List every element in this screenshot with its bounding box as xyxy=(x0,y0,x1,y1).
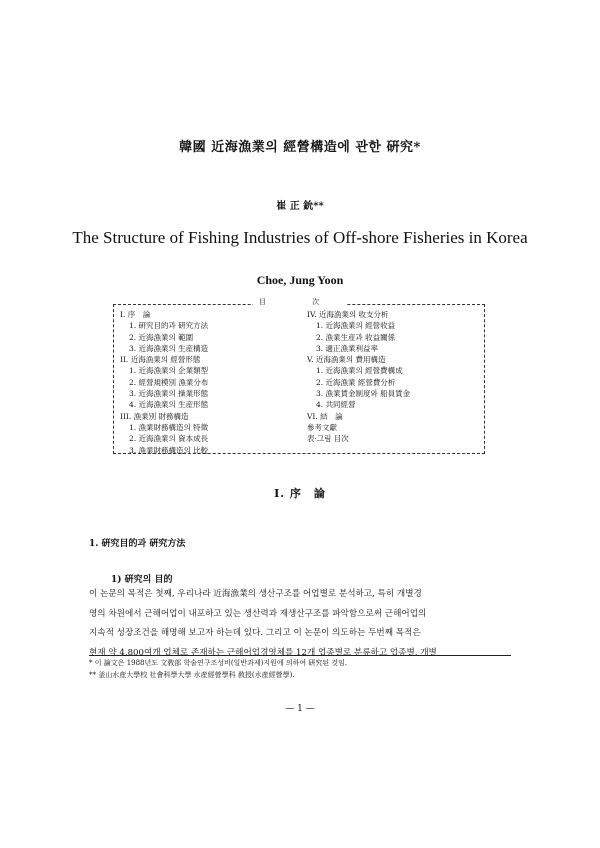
toc-entry: 表·그림 目次 xyxy=(307,434,349,444)
english-author: Choe, Jung Yoon xyxy=(256,273,344,287)
toc-entry: 3. 近海漁業의 生産構造 xyxy=(129,343,209,353)
toc-entry: 1. 近海漁業의 經營費構成 xyxy=(316,366,403,376)
toc-left-column xyxy=(120,309,300,456)
footnotes xyxy=(89,657,511,681)
toc-entry: 1. 漁業財務構造의 特徵 xyxy=(129,422,209,432)
toc-entry: 4. 共同經營 xyxy=(316,400,356,410)
toc-entry: 1. 近海漁業의 經營收益 xyxy=(316,321,396,331)
toc-entry: 2. 近海漁業 經營費分析 xyxy=(316,377,396,387)
toc-heading xyxy=(0,297,600,307)
toc-entry: 參考文獻 xyxy=(307,422,337,432)
footnote: ** 釜山水産大學校 社會科學大學 水産經營學科 敎授(水産經營學). xyxy=(89,671,295,679)
body-line: 현재 약 4,800여개 업체로 존재하는 근해어업경영체를 12개 업종별로 분류하고 업종별, 개별 xyxy=(89,647,437,658)
toc-entry: 1. 硏究目的과 硏究方法 xyxy=(129,321,209,331)
toc-entry: I. 序 論 xyxy=(120,310,151,319)
toc-entry: 1. 近海漁業의 企業類型 xyxy=(129,366,209,376)
toc-entry: IV. 近海漁業의 收支分析 xyxy=(307,310,389,319)
toc-entry: 3. 漁業賃金制度와 船員賃金 xyxy=(316,389,411,399)
body-paragraph xyxy=(89,585,511,663)
toc-entry: 3. 漁業財務構造의 比較 xyxy=(129,445,209,455)
footnote: * 이 論文은 1988년도 文敎部 학술연구조성비(일반과제)지원에 의하여 硏究된 것임. xyxy=(89,659,348,667)
body-line: 영의 차원에서 근해어업이 내포하고 있는 생산력과 재생산구조를 파악함으로써 근해어업의 xyxy=(89,608,427,619)
toc-entry: V. 近海漁業의 費用構造 xyxy=(307,355,386,365)
toc-entry: 4. 近海漁業의 生産形態 xyxy=(129,400,209,410)
body-line: 지속적 성장조건을 해명해 보고자 하는데 있다. 그리고 이 논문이 의도하는 두번째 목적은 xyxy=(89,628,421,638)
toc-right-column xyxy=(307,309,477,445)
section-heading: I. 序 論 xyxy=(274,487,326,500)
toc-heading-label: 目 次 xyxy=(253,298,347,306)
toc-entry: VI. 結 論 xyxy=(307,411,343,421)
toc-entry: 3. 近海漁業의 操業形態 xyxy=(129,389,209,399)
toc-entry: III. 漁業別 財務構造 xyxy=(120,411,189,421)
body-line: 이 논문의 목적은 첫째, 우리나라 近海漁業의 생산구조를 어업별로 분석하고, 특히 개별경 xyxy=(89,589,422,599)
toc-entry: 2. 近海漁業의 資本成長 xyxy=(129,434,209,444)
toc-entry: 3. 適正漁業利益率 xyxy=(316,343,379,353)
toc-entry: 2. 近海漁業의 範圍 xyxy=(129,332,194,342)
page-number: — 1 — xyxy=(285,704,315,714)
toc-entry: II. 近海漁業의 經營形態 xyxy=(120,355,201,365)
toc-entry: 2. 經營規模別 漁業分布 xyxy=(129,377,209,387)
subsection-heading: 1. 硏究目的과 硏究方法 xyxy=(89,539,186,549)
english-title: The Structure of Fishing Industries of Off-shore Fisheries in Korea xyxy=(72,228,528,247)
toc-entry: 2. 漁業生産과 收益關係 xyxy=(316,332,396,342)
subsubsection-heading: 1) 硏究의 目的 xyxy=(111,575,173,585)
footnote-divider xyxy=(89,655,511,656)
korean-author: 崔 正 鈗** xyxy=(276,201,324,212)
korean-title: 韓國 近海漁業의 經營構造에 관한 硏究* xyxy=(179,140,421,155)
